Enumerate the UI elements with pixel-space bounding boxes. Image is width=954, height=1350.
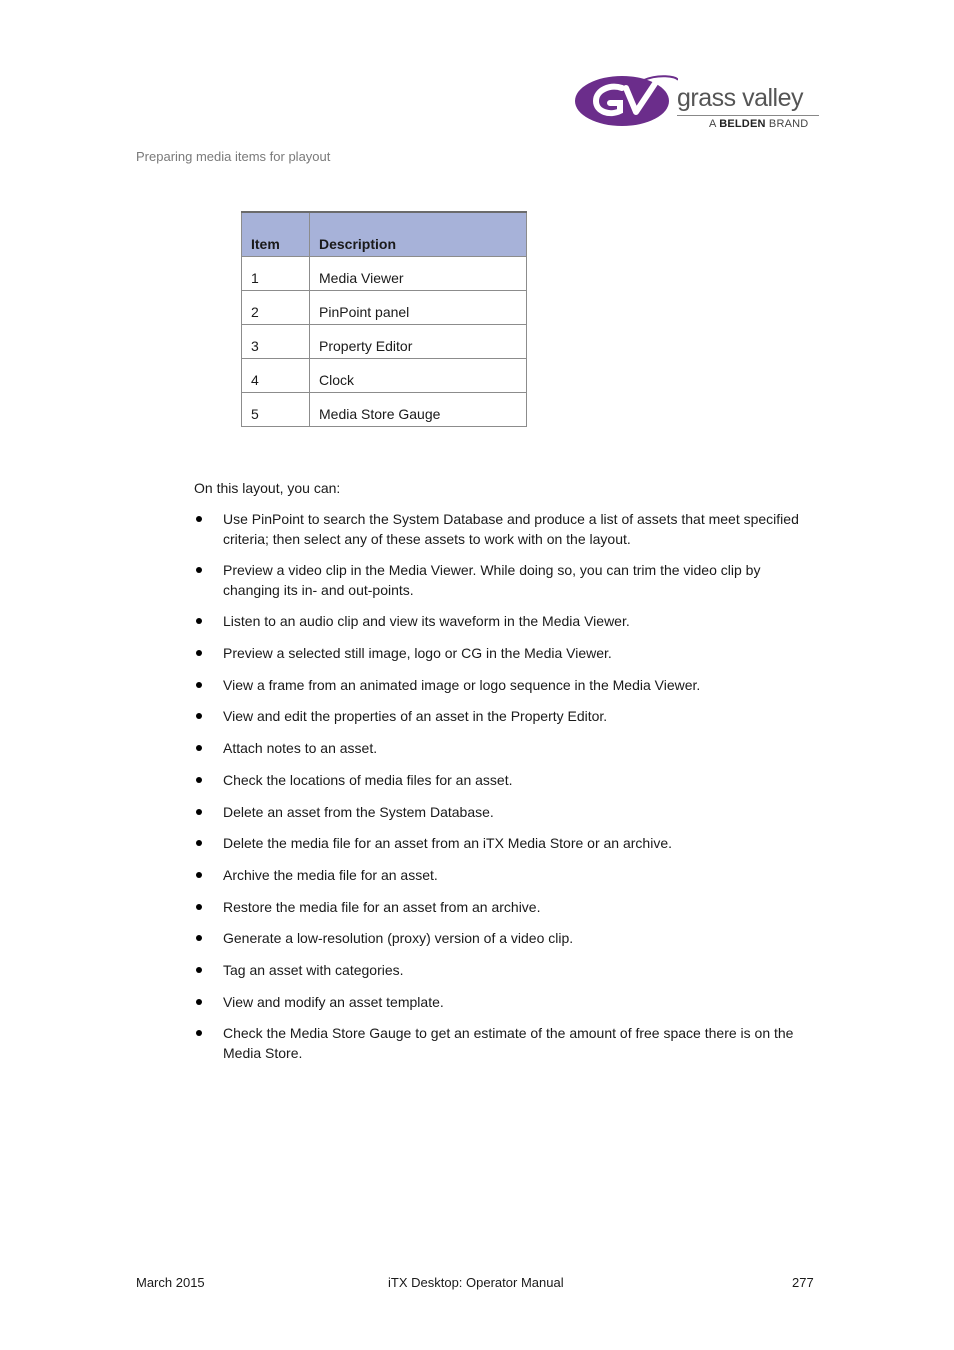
bullet-icon: [196, 650, 202, 656]
items-table: [241, 211, 527, 427]
bullet-icon: [196, 872, 202, 878]
bullet-icon: [196, 567, 202, 573]
table-cell-item: 5: [242, 393, 310, 427]
list-item: [194, 834, 814, 854]
table-cell-description: Media Viewer: [310, 257, 527, 291]
table-row: [242, 257, 527, 291]
brand-name: grass valley: [677, 84, 803, 112]
bullet-icon: [196, 618, 202, 624]
footer-date: March 2015: [136, 1275, 205, 1290]
footer-title: iTX Desktop: Operator Manual: [388, 1275, 564, 1290]
list-item: [194, 676, 814, 696]
table-cell-description: Property Editor: [310, 325, 527, 359]
list-item-text: Archive the media file for an asset.: [223, 866, 438, 883]
list-item-text: View and edit the properties of an asset in the Property Editor.: [223, 708, 608, 725]
list-item: [194, 612, 814, 632]
list-item-text: Generate a low-resolution (proxy) version of a video clip.: [223, 930, 574, 947]
bullet-icon: [196, 682, 202, 688]
list-item: [194, 898, 814, 918]
grass-valley-logo: [574, 70, 822, 136]
list-item-text: Tag an asset with categories.: [223, 961, 404, 978]
bullet-icon: [196, 967, 202, 973]
brand-tagline: [709, 118, 808, 130]
list-item-text: Attach notes to an asset.: [223, 740, 378, 757]
list-item-text: Preview a selected still image, logo or CG in the Media Viewer.: [223, 645, 612, 662]
bullet-icon: [196, 777, 202, 783]
list-item: [194, 707, 814, 727]
list-item-text: Use PinPoint to search the System Database and produce a list of assets that meet specified criteria; then select any of these assets to work with on the layout.: [223, 511, 799, 547]
brand-tagline-prefix: A: [709, 118, 716, 130]
list-item-text: Check the locations of media files for an asset.: [223, 771, 513, 788]
bullet-icon: [196, 745, 202, 751]
list-item: [194, 866, 814, 886]
running-head: Preparing media items for playout: [136, 149, 331, 164]
bullet-icon: [196, 516, 202, 522]
table-row: [242, 291, 527, 325]
table-cell-item: 4: [242, 359, 310, 393]
bullet-icon: [196, 904, 202, 910]
list-item: [194, 961, 814, 981]
table-cell-description: Media Store Gauge: [310, 393, 527, 427]
gv-logo-icon: [574, 72, 678, 130]
table-cell-item: 3: [242, 325, 310, 359]
bullet-icon: [196, 999, 202, 1005]
bullet-icon: [196, 809, 202, 815]
table-row: [242, 359, 527, 393]
list-item: [194, 993, 814, 1013]
capabilities-list: [194, 510, 814, 1076]
table-row: [242, 325, 527, 359]
list-item-text: View a frame from an animated image or logo sequence in the Media Viewer.: [223, 676, 701, 693]
logo-divider: [677, 115, 819, 116]
brand-tagline-bold: BELDEN: [719, 118, 766, 130]
list-item-text: Delete an asset from the System Database.: [223, 803, 494, 820]
list-item: [194, 1024, 814, 1063]
list-item-text: Restore the media file for an asset from an archive.: [223, 898, 541, 915]
list-item: [194, 510, 814, 549]
bullet-icon: [196, 935, 202, 941]
list-item: [194, 644, 814, 664]
bullet-icon: [196, 1030, 202, 1036]
table-cell-item: 2: [242, 291, 310, 325]
table-cell-item: 1: [242, 257, 310, 291]
list-item: [194, 739, 814, 759]
table-cell-description: PinPoint panel: [310, 291, 527, 325]
list-item: [194, 771, 814, 791]
list-item-text: View and modify an asset template.: [223, 993, 444, 1010]
table-row: [242, 393, 527, 427]
bullet-icon: [196, 713, 202, 719]
list-item: [194, 561, 814, 600]
list-item-text: Preview a video clip in the Media Viewer. While doing so, you can trim the video clip by changing its in- and out-points.: [223, 562, 761, 598]
list-item: [194, 803, 814, 823]
table-header-item: Item: [242, 212, 310, 257]
table-header-row: [242, 212, 527, 257]
table-header-description: Description: [310, 212, 527, 257]
footer-page-number: 277: [792, 1275, 814, 1290]
table-cell-description: Clock: [310, 359, 527, 393]
brand-tagline-suffix: BRAND: [768, 118, 809, 130]
list-item-text: Listen to an audio clip and view its waveform in the Media Viewer.: [223, 613, 630, 630]
list-item: [194, 929, 814, 949]
list-item-text: Check the Media Store Gauge to get an estimate of the amount of free space there is on the Media Store.: [223, 1025, 794, 1061]
list-item-text: Delete the media file for an asset from an iTX Media Store or an archive.: [223, 835, 672, 852]
intro-paragraph: On this layout, you can:: [194, 480, 341, 496]
bullet-icon: [196, 840, 202, 846]
